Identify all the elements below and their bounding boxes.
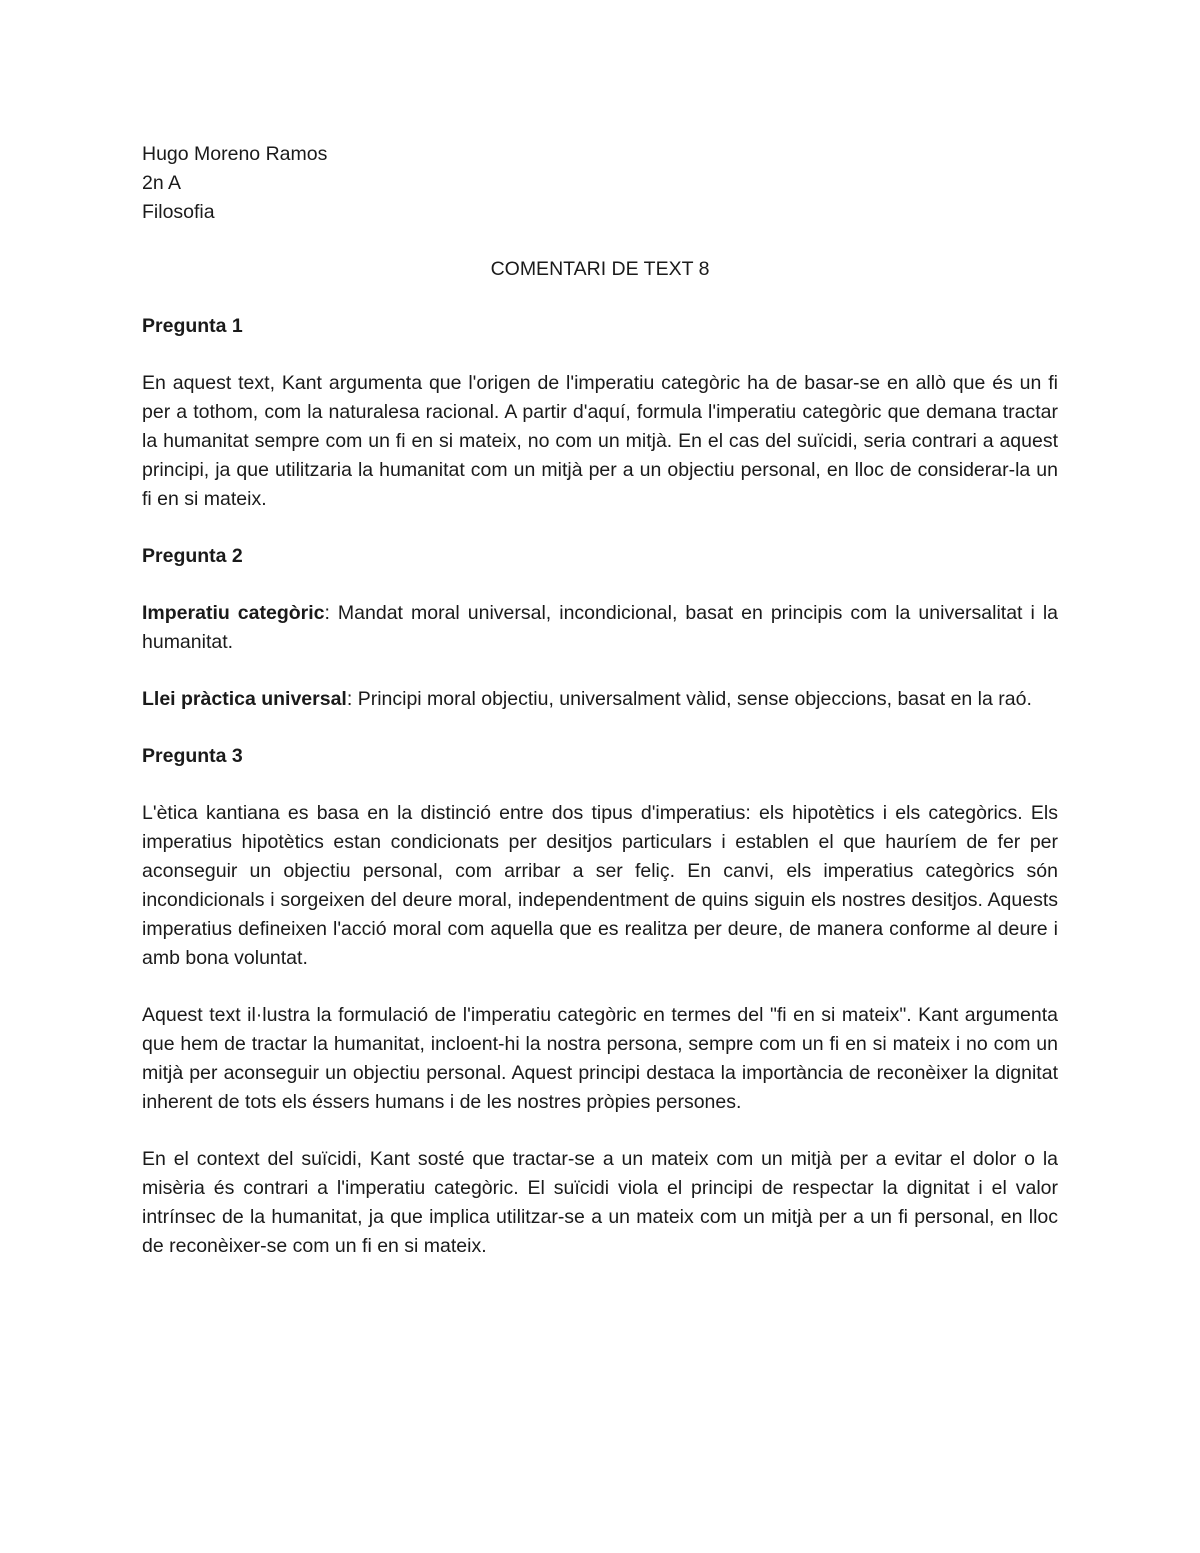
document-page (142, 140, 1058, 1261)
author-name: Hugo Moreno Ramos (142, 143, 328, 165)
class-group: 2n A (142, 172, 182, 194)
question-3-paragraph-3: En el context del suïcidi, Kant sosté que tractar-se a un mateix com un mitjà per a evitar el dolor o la misèria és contrari a l'imperatiu categòric. El suïcidi viola el principi de respectar la dignitat i el valor intrínsec de la humanitat, ja que implica utilitzar-se a un mateix com un mitjà per a un fi personal, en lloc de reconèixer-se com un fi en si mateix. (142, 1148, 1058, 1257)
header-block (142, 140, 1058, 227)
question-3-paragraph-2: Aquest text il·lustra la formulació de l'imperatiu categòric en termes del "fi en si mateix". Kant argumenta que hem de tractar la humanitat, incloent-hi la nostra persona, sempre com un fi en si mateix i no com un mitjà per aconseguir un objectiu personal. Aquest principi destaca la importància de reconèixer la dignitat inherent de tots els éssers humans i de les nostres pròpies persones. (142, 1004, 1058, 1113)
question-1-heading: Pregunta 1 (142, 315, 243, 337)
definition-imperatiu-categoric (142, 599, 1058, 657)
document-title: COMENTARI DE TEXT 8 (490, 258, 710, 280)
definition-llei-practica-universal (142, 685, 1058, 714)
question-3-heading: Pregunta 3 (142, 745, 243, 767)
question-2-heading: Pregunta 2 (142, 545, 243, 567)
definition-term: Imperatiu categòric (142, 602, 325, 624)
question-1-answer: En aquest text, Kant argumenta que l'origen de l'imperatiu categòric ha de basar-se en allò que és un fi per a tothom, com la naturalesa racional. A partir d'aquí, formula l'imperatiu categòric que demana tractar la humanitat sempre com un fi en si mateix, no com un mitjà. En el cas del suïcidi, seria contrari a aquest principi, ja que utilitzaria la humanitat com un mitjà per a un objectiu personal, en lloc de considerar-la un fi en si mateix. (142, 372, 1058, 510)
definition-text: : Mandat moral universal, incondicional, basat en principis com la universalitat i la humanitat. (142, 602, 1059, 653)
definition-text: : Principi moral objectiu, universalment vàlid, sense objeccions, basat en la raó. (346, 688, 1032, 710)
question-3-paragraph-1: L'ètica kantiana es basa en la distinció entre dos tipus d'imperatius: els hipotètics i els categòrics. Els imperatius hipotètics estan condicionats per desitjos particulars i establen el que hauríem de fer per aconseguir un objectiu personal, com arribar a ser feliç. En canvi, els imperatius categòrics són incondicionals i sorgeixen del deure moral, independentment de quins siguin els nostres desitjos. Aquests imperatius defineixen l'acció moral com aquella que es realitza per deure, de manera conforme al deure i amb bona voluntat. (142, 802, 1058, 969)
definition-term: Llei pràctica universal (142, 688, 347, 710)
subject-name: Filosofia (142, 201, 215, 223)
